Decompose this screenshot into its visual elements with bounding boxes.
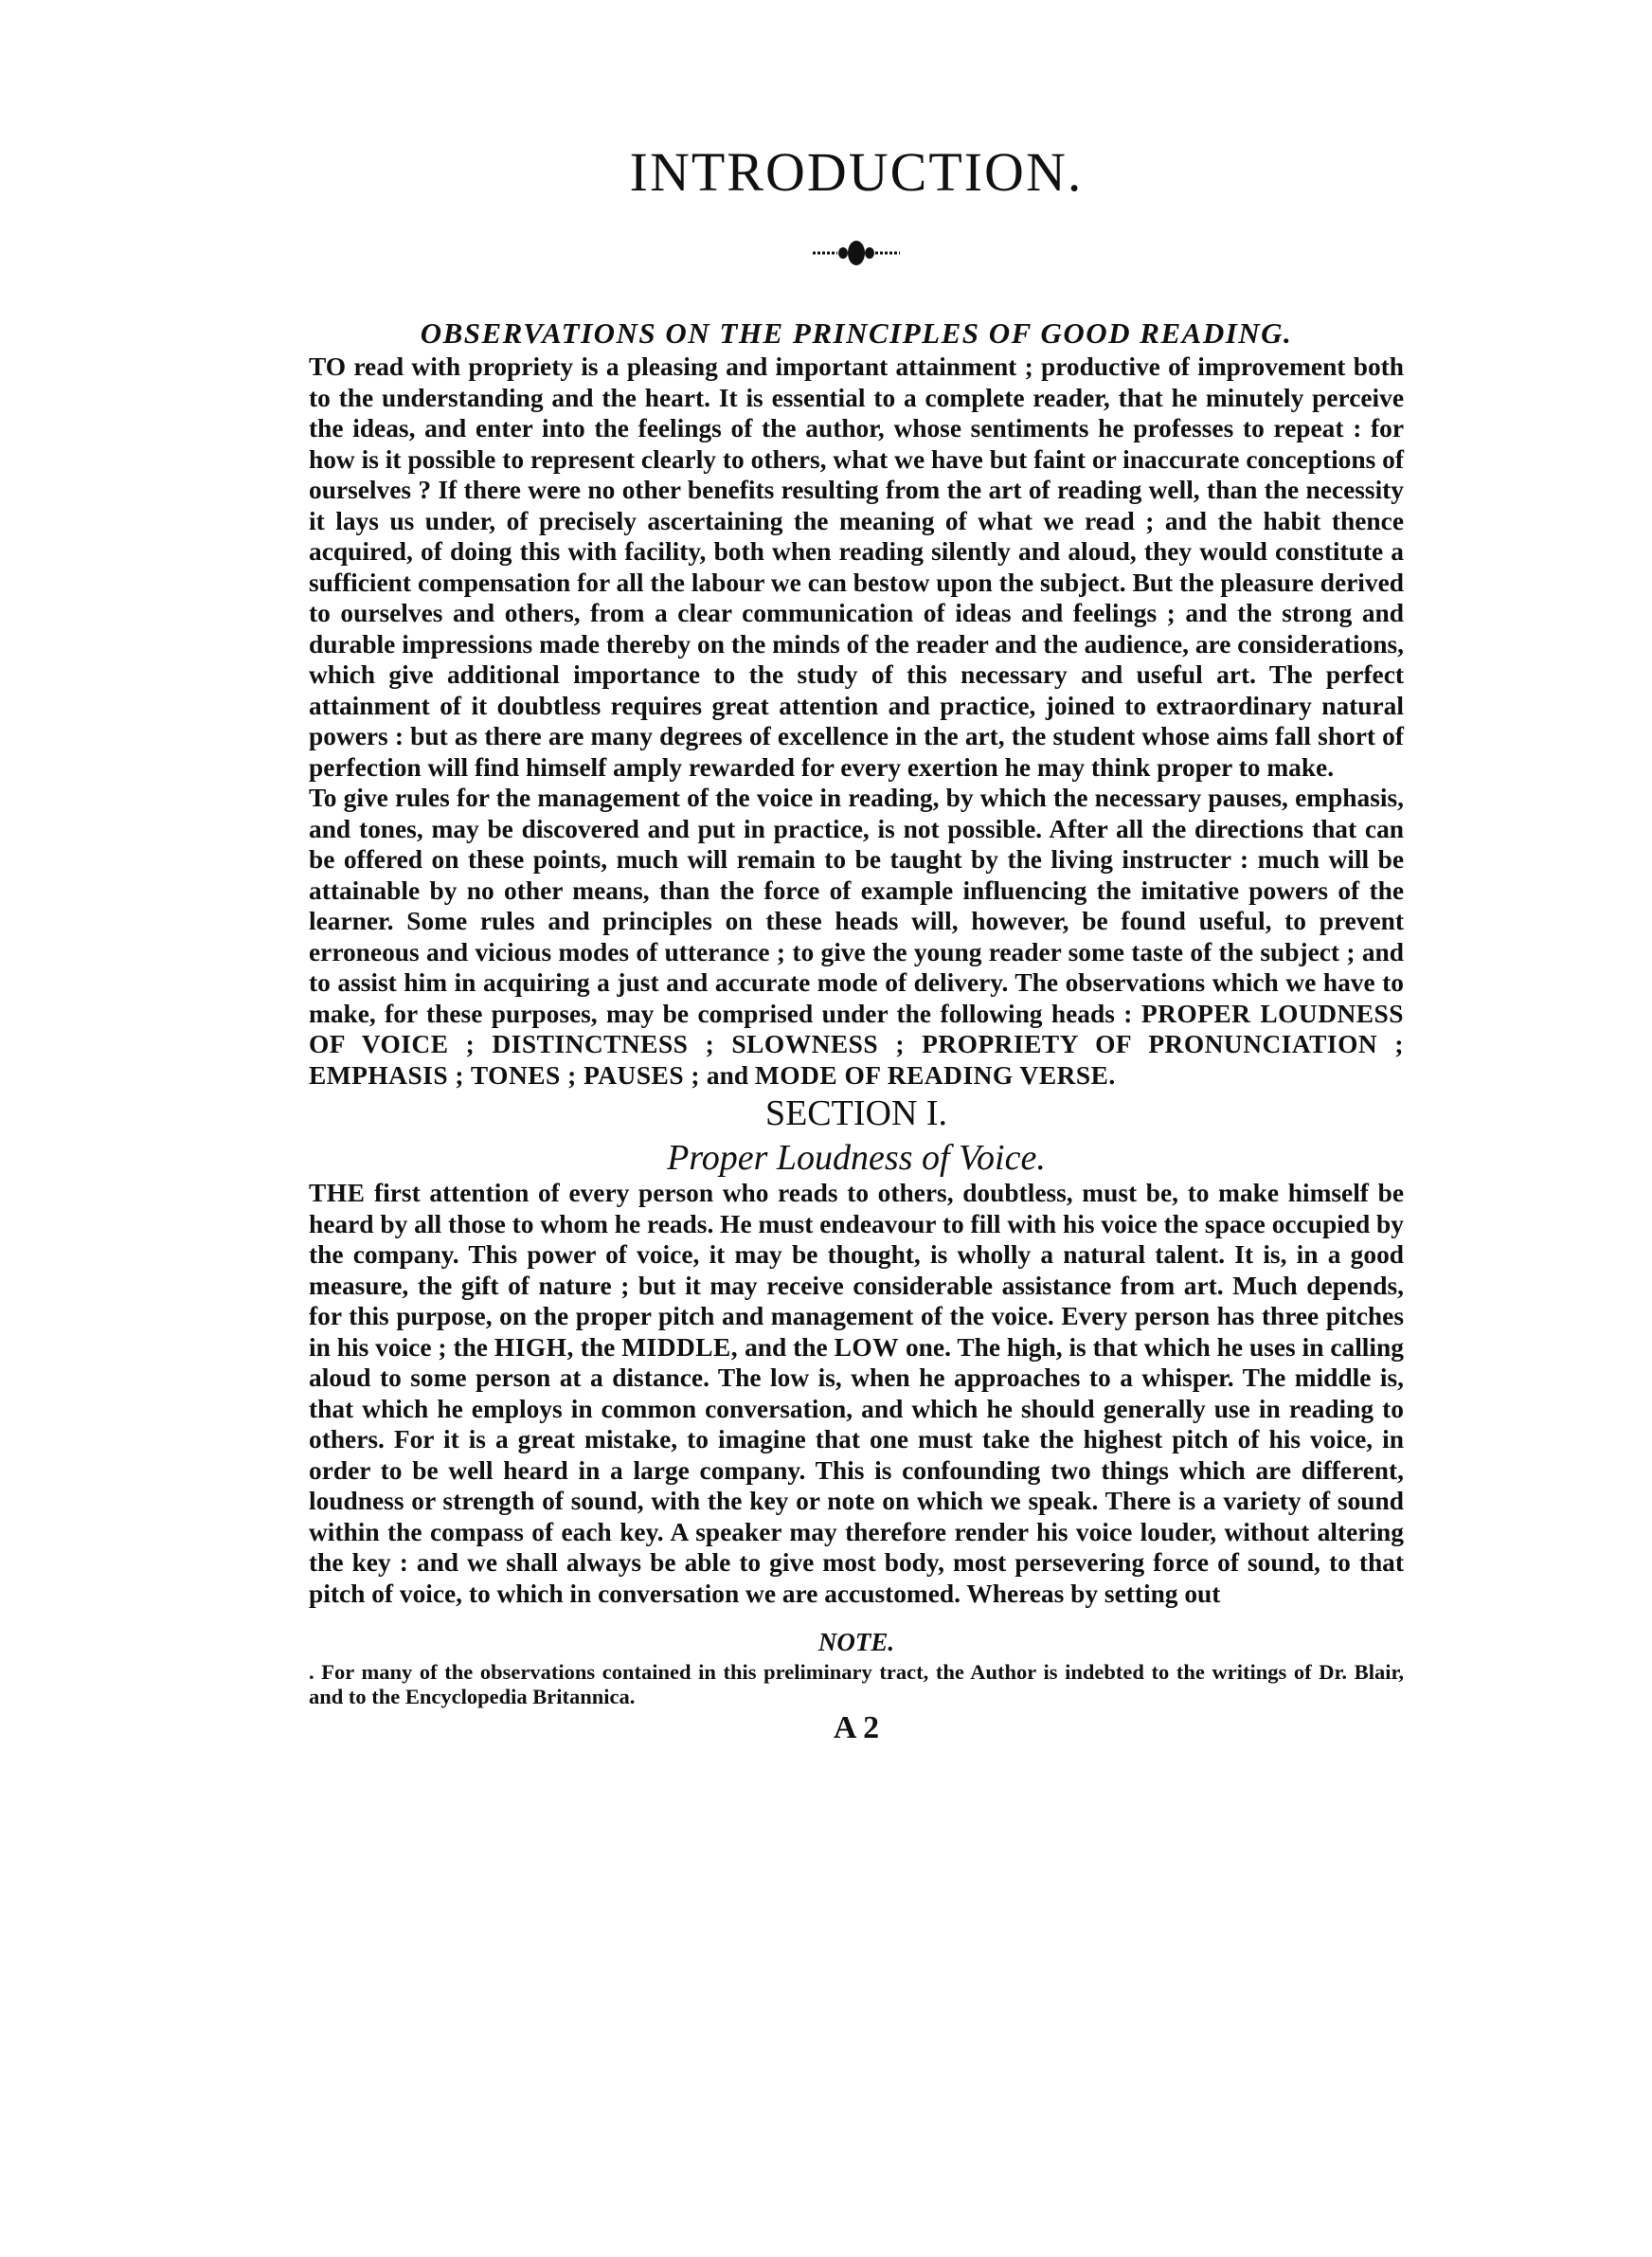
page-title: INTRODUCTION. bbox=[629, 141, 1084, 203]
pitch-high: HIGH, bbox=[494, 1332, 574, 1362]
paragraph-2-text: To give rules for the management of the voice in reading, by which the necessary pauses, emphasis, and tones, may be discovered and put in practice, is not possible. After all the directions that can be offered on these points, much will remain to be taught by the living instructer : much will be attainable by no other means, than the force of example influencing the imitative powers of the learner. Some rules and principles on these heads will, however, be found useful, to prevent erroneous and vicious modes of utterance ; to give the young reader some taste of the subject ; and to assist him in acquiring a just and accurate mode of delivery. The observations which we have to make, for these purposes, may be comprised under the following heads : bbox=[309, 784, 1404, 1028]
section-paragraph-part-2: one. The high, is that which he uses in calling aloud to some person at a distance. The low is, when he approaches to a whisper. The middle is, that which he employs in common conversation, and which he should generally use in reading to others. For it is a great mistake, to imagine that one must take the highest pitch of his voice, in order to be well heard in a large company. This is confounding two things which are different, loudness or strength of sound, with the key or note on which we speak. There is a variety of sound within the compass of each key. A speaker may therefore render his voice louder, without altering the key : and we shall always be able to give most body, most persevering force of sound, to that pitch of voice, to which in conversation we are accustomed. Whereas by setting out bbox=[309, 1332, 1404, 1608]
paragraph-2 bbox=[309, 783, 1404, 1091]
ornament-icon bbox=[811, 239, 902, 267]
pitch-the: the bbox=[580, 1332, 616, 1362]
heads-and: and bbox=[706, 1060, 749, 1090]
section-paragraph bbox=[309, 1178, 1404, 1609]
section-subheading: Proper Loudness of Voice. bbox=[667, 1138, 1046, 1178]
section-heading: SECTION I. bbox=[764, 1093, 948, 1133]
note-label: NOTE. bbox=[817, 1628, 895, 1656]
pitch-low: LOW bbox=[834, 1332, 900, 1362]
heads-last: MODE OF READING VERSE. bbox=[754, 1060, 1116, 1090]
section-paragraph-part-1: first attention of every person who reads to others, doubtless, must be, to make himself be heard by all those to whom he reads. He must endeavour to fill with his voice the space occupied by the company. This power of voice, it may be thought, is wholly a natural talent. It is, in a good measure, the gift of nature ; but it may receive considerable assistance from art. Much depends, for this purpose, on the proper pitch and management of the voice. Every person has three pitches in his voice ; the bbox=[309, 1179, 1404, 1362]
footnote: . For many of the observations contained in this preliminary tract, the Author is indebted to the writings of Dr. Blair, and to the Encyclopedia Britannica. bbox=[309, 1660, 1404, 1708]
section-paragraph-lead: THE bbox=[309, 1179, 366, 1207]
pitch-middle: MIDDLE, bbox=[621, 1332, 739, 1362]
subtitle: OBSERVATIONS ON THE PRINCIPLES OF GOOD READING. bbox=[420, 316, 1293, 350]
paragraph-1: TO read with propriety is a pleasing and important attainment ; productive of improvement both to the understanding and the heart. It is essential to a complete reader, that he minutely perceive the ideas, and enter into the feelings of the author, whose sentiments he professes to repeat : for how is it possible to represent clearly to others, what we have but faint or inaccurate conceptions of ourselves ? If there were no other benefits resulting from the art of reading well, than the necessity it lays us under, of precisely ascertaining the meaning of what we read ; and the habit thence acquired, of doing this with facility, both when reading silently and aloud, they would constitute a sufficient compensation for all the labour we can bestow upon the subject. But the pleasure derived to ourselves and others, from a clear communication of ideas and feelings ; and the strong and durable impressions made thereby on the minds of the reader and the audience, are considerations, which give additional importance to the study of this necessary and useful art. The perfect attainment of it doubtless requires great attention and practice, joined to extraordinary natural powers : but as there are many degrees of excellence in the art, the student whose aims fall short of perfection will find himself amply rewarded for every exertion he may think proper to make. bbox=[309, 352, 1404, 782]
page bbox=[309, 142, 1404, 1745]
pitch-and: and the bbox=[745, 1332, 828, 1362]
ornament-divider bbox=[309, 239, 1404, 267]
signature-mark: A 2 bbox=[833, 1710, 880, 1745]
heads-list: PROPER LOUDNESS OF VOICE ; DISTINCTNESS ; SLOWNESS ; PROPRIETY OF PRONUNCIATION ; EMPHASIS ; TONES ; PAUSES ; bbox=[309, 999, 1405, 1090]
